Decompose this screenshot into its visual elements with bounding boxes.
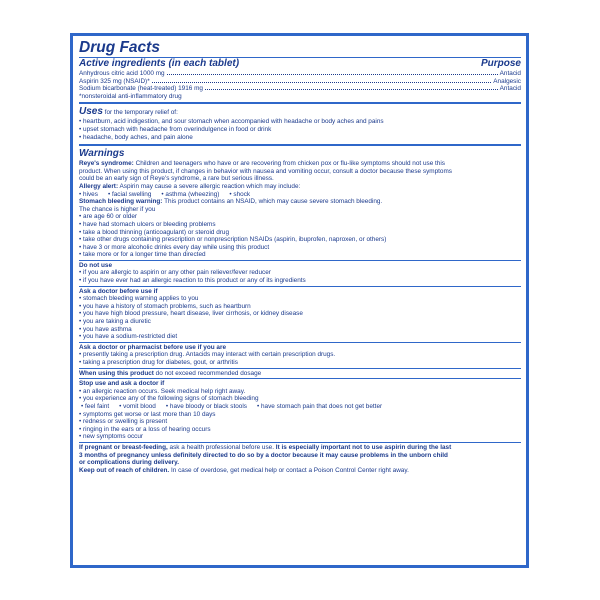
ask-pharmacist-block: Ask a doctor or pharmacist before use if you are • presently taking a prescription drug. Antacids may interact with certain prescription drugs. • taking a prescription drug for diabetes, gout, or arthritis: [79, 342, 521, 367]
uses-intro: for the temporary relief of:: [102, 109, 178, 117]
list-item: • you have asthma: [79, 325, 132, 333]
warnings-heading: Warnings: [79, 148, 125, 160]
list-item: • have 3 or more alcoholic drinks every day while using this product: [79, 243, 270, 251]
list-item: • ringing in the ears or a loss of hearing occurs: [79, 425, 211, 433]
list-item: • you have a sodium-restricted diet: [79, 333, 178, 341]
bleeding-label: Stomach bleeding warning:: [79, 198, 163, 206]
list-item: • upset stomach with headache from overindulgence in food or drink: [79, 125, 272, 133]
purpose-heading: Purpose: [480, 58, 521, 69]
when-using-block: When using this product do not exceed recommended dosage: [79, 368, 521, 378]
uses-heading: Uses: [79, 106, 103, 118]
active-ingredients-heading: Active ingredients (in each tablet): [79, 58, 240, 69]
list-item: • stomach bleeding warning applies to you: [79, 295, 199, 303]
warnings-section: Warnings Reye's syndrome: Children and teenagers who have or are recovering from chicken pox or flu-like symptoms should not use this product. When using this product, if changes in behavior with nausea and vomiting occur, consult a doctor because these symptoms could be an early sign of Reye's syndrome, a rare but serious illness. Allergy alert: Aspirin may cause a severe allergic reaction which may include: • hives • facial swelling • asthma (wheezing) • shock Stomach bleeding warning: This product contains an NSAID, which may cause severe stomach bleeding. The chance is higher if you • are age 60 or older • have had stomach ulcers or bleeding problems • take a blood thinning (anticoagulant) or steroid drug • take other drugs containing prescription or nonprescription NSAIDs (aspirin, ibuprofen, naproxen, or others) • have 3 or more alcoholic drinks every day while using this product • take more or for a longer time than directed Do not use • if you are allergic to aspirin or any other pain reliever/fever reducer • if you have ever had an allergic reaction to this product or any of its ingredients Ask a doctor before use if • stomach bleeding warning applies to you • you have a history of stomach problems, such as heartburn • you have high blood pressure, heart disease, liver cirrhosis, or kidney disease • you are taking a diuretic • you have asthma • you have a sodium-restricted diet Ask a doctor or pharmacist before use if you are • presently taking a prescription drug. Antacids may interact with certain prescription drugs. • taking a prescription drug for diabetes, gout, or arthritis When using this product do not exceed recommended dosage Stop use and ask a doctor if • an allergic reaction occurs. Seek medical help right away. • you experience any of the following signs of stomach bleeding • feel faint • vomit blood • have bloody or black stools • have stomach pain that does not get better • symptoms get worse or last more than 10 days • redness or swelling is present • ringing in the ears or a loss of hearing occurs • new symptoms occur If pregnant or breast-feeding, ask a health professional before use. It is especially important not to use aspirin during the last 3 months of pregnancy unless definitely directed to do so by a doctor because it may cause problems in the unborn child or complications during delivery. Keep out of reach of children. In case of overdose, get medical help or contact a Poison Control Center right away.: [79, 146, 521, 474]
pregnancy-block: If pregnant or breast-feeding, ask a health professional before use. It is especially important not to use aspirin during the last 3 months of pregnancy unless definitely directed to do so by a doctor because it may cause problems in the unborn child or complications during delivery. Keep out of reach of children. In case of overdose, get medical help or contact a Poison Control Center right away.: [79, 442, 521, 474]
list-item: • you have a history of stomach problems, such as heartburn: [79, 302, 251, 310]
list-item: • an allergic reaction occurs. Seek medical help right away.: [79, 387, 246, 395]
ingredient-row: Anhydrous citric acid 1000 mg Antacid: [79, 70, 521, 77]
list-item: • heartburn, acid indigestion, and sour stomach when accompanied with headache or body aches and pains: [79, 118, 384, 126]
list-item: • are age 60 or older: [79, 213, 138, 221]
stop-use-block: Stop use and ask a doctor if • an allergic reaction occurs. Seek medical help right away. • you experience any of the following signs of stomach bleeding • feel faint • vomit blood • have bloody or black stools • have stomach pain that does not get better • symptoms get worse or last more than 10 days • redness or swelling is present • ringing in the ears or a loss of hearing occurs • new symptoms occur: [79, 378, 521, 441]
list-item: • take more or for a longer time than directed: [79, 251, 206, 259]
page-title: Drug Facts: [79, 39, 160, 56]
list-item: • you have high blood pressure, heart disease, liver cirrhosis, or kidney disease: [79, 310, 303, 318]
list-item: • if you are allergic to aspirin or any other pain reliever/fever reducer: [79, 269, 271, 277]
uses-section: [79, 104, 521, 146]
list-item: • have had stomach ulcers or bleeding problems: [79, 220, 216, 228]
list-item: • if you have ever had an allergic reaction to this product or any of its ingredients: [79, 277, 306, 285]
ingredient-row: Sodium bicarbonate (heat-treated) 1916 mg Antacid: [79, 85, 521, 93]
allergy-list: • hives • facial swelling • asthma (wheezing) • shock: [79, 190, 251, 198]
allergy-label: Allergy alert:: [79, 182, 119, 190]
drug-facts-panel: [70, 33, 529, 568]
list-item: • taking a prescription drug for diabetes, gout, or arthritis: [79, 359, 238, 366]
active-ingredients-section: [79, 39, 521, 104]
ingredient-row: Aspirin 325 mg (NSAID)* Analgesic: [79, 77, 521, 85]
list-item: • redness or swelling is present: [79, 418, 168, 426]
nsaid-footnote: *nonsteroidal anti-inflammatory drug: [79, 92, 182, 100]
reye-label: Reye's syndrome:: [79, 160, 134, 168]
list-item: • you are taking a diuretic: [79, 318, 151, 326]
list-item: • symptoms get worse or last more than 10 days: [79, 410, 216, 418]
do-not-use-block: Do not use • if you are allergic to aspirin or any other pain reliever/fever reducer • if you have ever had an allergic reaction to this product or any of its ingredients: [79, 260, 521, 285]
ask-doctor-block: Ask a doctor before use if • stomach bleeding warning applies to you • you have a history of stomach problems, such as heartburn • you have high blood pressure, heart disease, liver cirrhosis, or kidney disease • you are taking a diuretic • you have asthma • you have a sodium-restricted diet: [79, 286, 521, 341]
list-item: • take other drugs containing prescription or nonprescription NSAIDs (aspirin, ibuprofen, naproxen, or others): [79, 236, 387, 244]
list-item: • take a blood thinning (anticoagulant) or steroid drug: [79, 228, 230, 236]
bleeding-signs-list: • feel faint • vomit blood • have bloody or black stools • have stomach pain that does not get better: [81, 402, 383, 410]
list-item: • you experience any of the following signs of stomach bleeding: [79, 395, 259, 403]
list-item: • new symptoms occur: [79, 433, 144, 441]
list-item: • presently taking a prescription drug. Antacids may interact with certain prescription drugs.: [79, 351, 336, 359]
list-item: • headache, body aches, and pain alone: [79, 133, 193, 141]
